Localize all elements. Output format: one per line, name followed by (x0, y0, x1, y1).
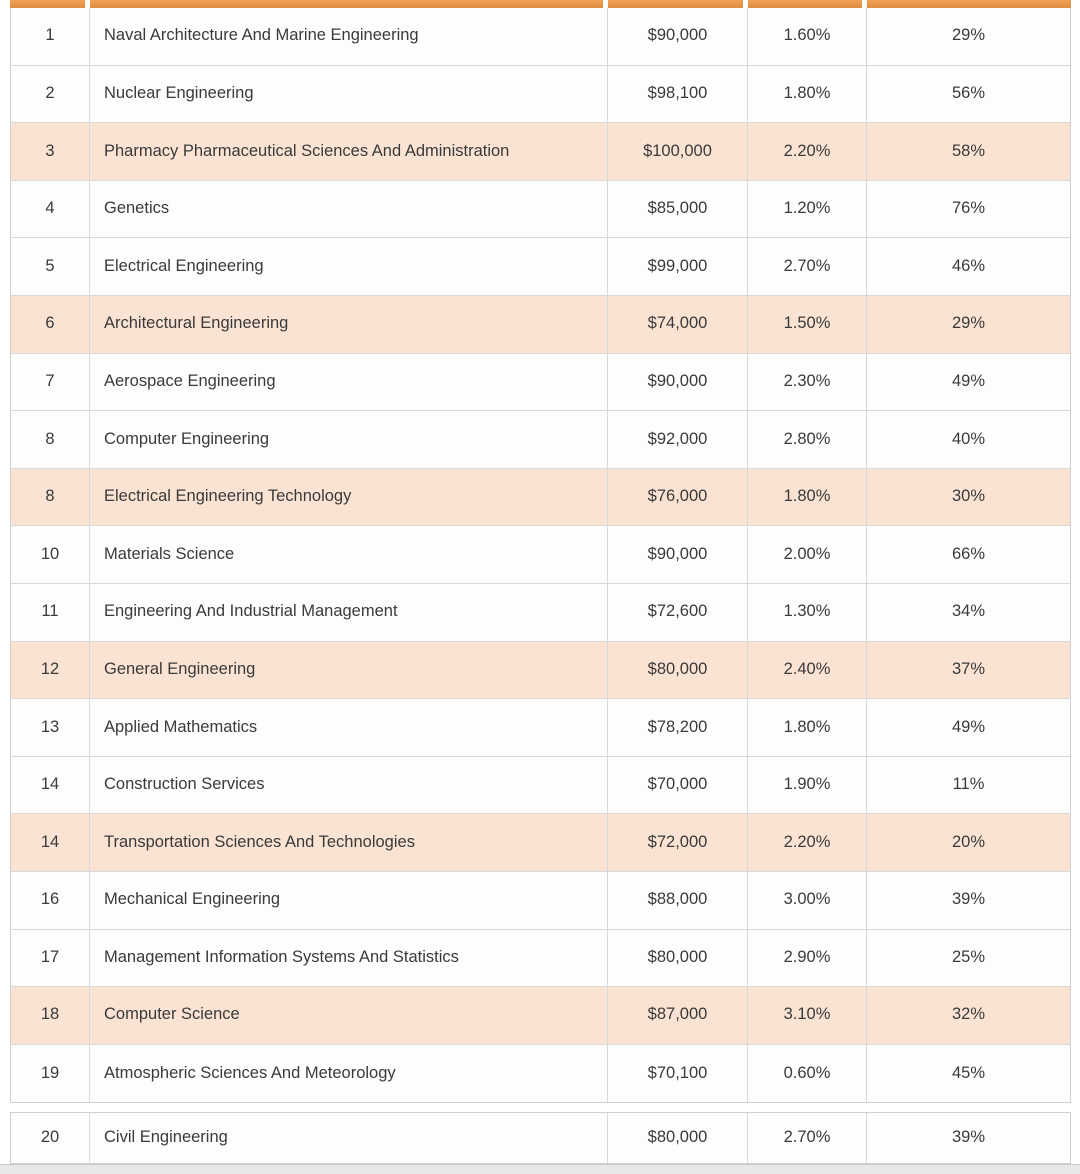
share-cell: 39% (951, 890, 986, 909)
salary-cell: $90,000 (608, 8, 748, 65)
rank-cell: 17 (11, 930, 90, 987)
rank-cell: 20 (11, 1113, 90, 1163)
salary-cell: $80,000 (608, 930, 748, 987)
salary-cell: $70,100 (608, 1045, 748, 1103)
salary-cell: $80,000 (608, 1113, 748, 1163)
rate-cell: 1.80% (748, 469, 867, 526)
share-cell: 66% (951, 544, 986, 563)
major-cell: Atmospheric Sciences And Meteorology (90, 1045, 608, 1103)
salary-cell: $72,600 (608, 584, 748, 641)
share-cell: 40% (951, 429, 986, 448)
share-cell: 30% (951, 487, 986, 506)
majors-table (10, 8, 1071, 1103)
major-cell: Construction Services (90, 757, 608, 814)
salary-cell: $70,000 (608, 757, 748, 814)
rate-cell: 2.30% (748, 354, 867, 411)
major-cell: Applied Mathematics (90, 699, 608, 756)
rate-cell: 1.30% (748, 584, 867, 641)
rank-cell: 2 (11, 66, 90, 123)
rate-cell: 1.60% (748, 8, 867, 65)
rate-cell: 1.80% (748, 66, 867, 123)
rank-cell: 8 (11, 411, 90, 468)
major-cell: Materials Science (90, 526, 608, 583)
salary-cell: $92,000 (608, 411, 748, 468)
salary-cell: $78,200 (608, 699, 748, 756)
major-cell: Civil Engineering (90, 1113, 608, 1163)
rank-cell: 16 (11, 872, 90, 929)
share-cell: 58% (951, 141, 986, 160)
share-cell: 29% (951, 314, 986, 333)
table-row (11, 1045, 1070, 1103)
rate-cell: 2.40% (748, 642, 867, 699)
rank-cell: 7 (11, 354, 90, 411)
salary-cell: $90,000 (608, 526, 748, 583)
rate-cell: 2.70% (748, 238, 867, 295)
rank-cell: 3 (11, 123, 90, 180)
major-cell: Pharmacy Pharmaceutical Sciences And Administration (90, 123, 608, 180)
table-row (11, 469, 1070, 527)
table-row (11, 584, 1070, 642)
salary-cell: $87,000 (608, 987, 748, 1044)
rank-cell: 8 (11, 469, 90, 526)
rank-cell: 11 (11, 584, 90, 641)
salary-cell: $88,000 (608, 872, 748, 929)
major-cell: Management Information Systems And Statistics (90, 930, 608, 987)
share-cell: 11% (952, 775, 985, 794)
rate-cell: 1.90% (748, 757, 867, 814)
table-row (11, 526, 1070, 584)
header-accent-share (867, 0, 1071, 8)
header-accent-rank (10, 0, 90, 8)
share-cell: 49% (951, 371, 986, 390)
table-row (11, 296, 1070, 354)
share-cell: 39% (951, 1128, 986, 1147)
major-cell: Genetics (90, 181, 608, 238)
table-row (11, 642, 1070, 700)
major-cell: Aerospace Engineering (90, 354, 608, 411)
major-cell: Engineering And Industrial Management (90, 584, 608, 641)
salary-cell: $85,000 (608, 181, 748, 238)
major-cell: Computer Science (90, 987, 608, 1044)
rank-cell: 6 (11, 296, 90, 353)
major-cell: General Engineering (90, 642, 608, 699)
salary-cell: $80,000 (608, 642, 748, 699)
rank-cell: 12 (11, 642, 90, 699)
rank-cell: 14 (11, 757, 90, 814)
major-cell: Electrical Engineering (90, 238, 608, 295)
rate-cell: 2.20% (748, 123, 867, 180)
major-cell: Computer Engineering (90, 411, 608, 468)
share-cell: 56% (951, 83, 986, 102)
rank-cell: 1 (11, 8, 90, 65)
rank-cell: 13 (11, 699, 90, 756)
rate-cell: 1.50% (748, 296, 867, 353)
rate-cell: 1.80% (748, 699, 867, 756)
salary-cell: $74,000 (608, 296, 748, 353)
share-cell: 25% (951, 947, 986, 966)
share-cell: 29% (951, 26, 986, 45)
major-cell: Naval Architecture And Marine Engineering (90, 8, 608, 65)
major-cell: Nuclear Engineering (90, 66, 608, 123)
rate-cell: 2.00% (748, 526, 867, 583)
share-cell: 49% (951, 717, 986, 736)
salary-cell: $99,000 (608, 238, 748, 295)
share-cell: 20% (951, 832, 986, 851)
share-cell: 37% (951, 659, 986, 678)
major-cell: Electrical Engineering Technology (90, 469, 608, 526)
rate-cell: 3.10% (748, 987, 867, 1044)
rate-cell: 2.70% (748, 1113, 867, 1163)
table-row (11, 757, 1070, 815)
rank-cell: 14 (11, 814, 90, 871)
major-cell: Mechanical Engineering (90, 872, 608, 929)
rank-cell: 10 (11, 526, 90, 583)
rate-cell: 2.20% (748, 814, 867, 871)
rate-cell: 3.00% (748, 872, 867, 929)
table-row (11, 181, 1070, 239)
major-cell: Architectural Engineering (90, 296, 608, 353)
salary-cell: $76,000 (608, 469, 748, 526)
table-row (11, 1113, 1070, 1163)
table-row (11, 814, 1070, 872)
header-accent-major (90, 0, 608, 8)
salary-cell: $72,000 (608, 814, 748, 871)
share-cell: 76% (951, 199, 986, 218)
table-row (11, 699, 1070, 757)
rate-cell: 2.90% (748, 930, 867, 987)
rate-cell: 2.80% (748, 411, 867, 468)
rank-cell: 4 (11, 181, 90, 238)
rate-cell: 1.20% (748, 181, 867, 238)
bottom-image-seam (0, 1164, 1080, 1174)
share-cell: 32% (951, 1005, 986, 1024)
share-cell: 34% (951, 602, 986, 621)
table-row (11, 930, 1070, 988)
share-cell: 46% (951, 256, 986, 275)
table-row (11, 238, 1070, 296)
header-accent-rate (748, 0, 867, 8)
majors-table-footer-fragment (10, 1112, 1071, 1164)
header-accent-salary (608, 0, 748, 8)
table-row (11, 66, 1070, 124)
table-row (11, 123, 1070, 181)
table-row (11, 411, 1070, 469)
table-row (11, 354, 1070, 412)
salary-cell: $90,000 (608, 354, 748, 411)
table-row (11, 987, 1070, 1045)
table-row (11, 872, 1070, 930)
table-header-accent-bar (10, 0, 1071, 8)
salary-cell: $98,100 (608, 66, 748, 123)
share-cell: 45% (951, 1063, 986, 1082)
rate-cell: 0.60% (748, 1045, 867, 1103)
rank-cell: 18 (11, 987, 90, 1044)
rank-cell: 5 (11, 238, 90, 295)
salary-cell: $100,000 (608, 123, 748, 180)
major-cell: Transportation Sciences And Technologies (90, 814, 608, 871)
rank-cell: 19 (11, 1045, 90, 1103)
table-row (11, 8, 1070, 66)
